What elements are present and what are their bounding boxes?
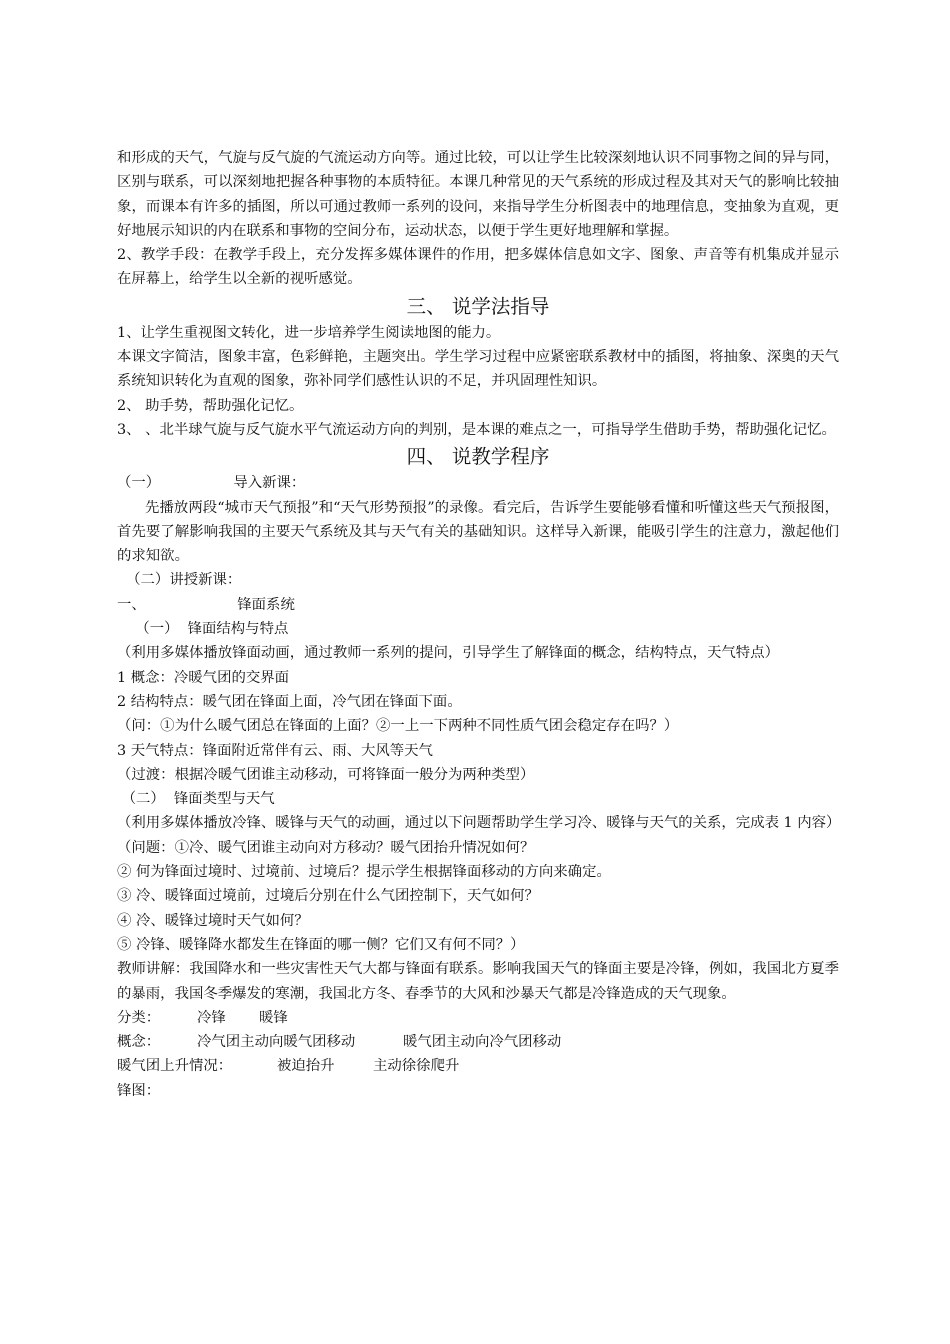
question-5: ⑤ 冷锋、暖锋降水都发生在锋面的哪一侧？它们又有何不同？） bbox=[117, 936, 525, 953]
method-item-3: 3、 、北半球气旋与反气旋水平气流运动方向的判别，是本课的难点之一，可指导学生借助手势，帮助强化记忆。 bbox=[117, 421, 836, 438]
subsection-2-title: （二） 锋面类型与天气 bbox=[117, 791, 275, 808]
subsection-2-note: （利用多媒体播放冷锋、暖锋与天气的动画，通过以下问题帮助学生学习冷、暖锋与天气的关系，完成表 1 内容） bbox=[117, 815, 841, 832]
front-concept-row bbox=[117, 1030, 839, 1054]
intro-paragraph: 和形成的天气，气旋与反气旋的气流运动方向等。通过比较，可以让学生比较深刻地认识不同事物之间的异与同，区别与联系，可以深刻地把握各种事物的本质特征。本课几种常见的天气系统的形成过程及其对天气的影响比较抽象，而课本有许多的插图，所以可通过教师一系列的设问，来指导学生分析图表中的地理信息，变抽象为直观，更好地展示知识的内在联系和事物的空间分布，运动状态，以便于学生更好地理解和掌握。 bbox=[117, 150, 839, 239]
warm-front-concept: 暖气团主动向冷气团移动 bbox=[403, 1034, 562, 1051]
lift-label: 暖气团上升情况： bbox=[117, 1058, 233, 1075]
concept-label: 概念： bbox=[117, 1034, 161, 1051]
subsection-1-title: （一） 锋面结构与特点 bbox=[117, 621, 289, 638]
type-label: 分类： bbox=[117, 1009, 161, 1026]
warm-front-label: 暖锋 bbox=[259, 1009, 288, 1026]
section-4-heading: 四、 说教学程序 bbox=[406, 445, 550, 469]
method-item-1: 1、让学生重视图文转化，进一步培养学生阅读地图的能力。 bbox=[117, 324, 501, 341]
question-2: ② 何为锋面过境时、过境前、过境后？提示学生根据锋面移动的方向来确定。 bbox=[117, 864, 611, 881]
teacher-explanation: 教师讲解：我国降水和一些灾害性天气大都与锋面有联系。影响我国天气的锋面主要是冷锋，例如，我国北方夏季的暴雨，我国冬季爆发的寒潮，我国北方冬、春季节的大风和沙暴天气都是冷锋造成的天气现象。 bbox=[117, 961, 839, 1002]
cold-front-concept: 冷气团主动向暖气团移动 bbox=[197, 1034, 356, 1051]
cold-front-lift: 被迫抬升 bbox=[277, 1058, 335, 1075]
question-3: ③ 冷、暖锋面过境前，过境后分别在什么气团控制下，天气如何？ bbox=[117, 888, 539, 905]
step-1-title: （一） 导入新课： bbox=[117, 475, 306, 492]
front-diagram-label: 锋图： bbox=[117, 1082, 161, 1099]
front-type-row bbox=[117, 1006, 839, 1030]
question-4: ④ 冷、暖锋过境时天气如何？ bbox=[117, 912, 309, 929]
step-2-title: （二）讲授新课： bbox=[117, 572, 242, 589]
subsection-1-note: （利用多媒体播放锋面动画，通过教师一系列的提问，引导学生了解锋面的概念，结构特点，天气特点） bbox=[117, 645, 779, 662]
section-3-heading: 三、 说学法指导 bbox=[406, 294, 550, 318]
concept-line: 1 概念：冷暖气团的交界面 bbox=[117, 669, 290, 686]
structure-line: 2 结构特点：暖气团在锋面上面，冷气团在锋面下面。 bbox=[117, 693, 462, 710]
transition-line: （过渡：根据冷暖气团谁主动移动，可将锋面一般分为两种类型） bbox=[117, 766, 535, 783]
step-1-detail: 先播放两段“城市天气预报”和“天气形势预报”的录像。看完后，告诉学生要能够看懂和听懂这些天气预报图，首先要了解影响我国的主要天气系统及其与天气有关的基础知识。这样导入新课，能吸引学生的注意力，激起他们的求知欲。 bbox=[117, 499, 839, 565]
question-line: （问：①为什么暖气团总在锋面的上面？②一上一下两种不同性质气团会稳定存在吗？） bbox=[117, 718, 679, 735]
method-item-2: 2、 助手势，帮助强化记忆。 bbox=[117, 397, 304, 414]
warm-front-lift: 主动徐徐爬升 bbox=[373, 1058, 460, 1075]
teaching-means-paragraph: 2、教学手段：在教学手段上，充分发挥多媒体课件的作用，把多媒体信息如文字、图象、声音等有机集成并显示在屏幕上，给学生以全新的视听感觉。 bbox=[117, 247, 839, 288]
front-lift-row bbox=[117, 1054, 839, 1078]
document-body bbox=[117, 146, 839, 1103]
part-1-title: 一、 锋面系统 bbox=[117, 596, 295, 613]
weather-line: 3 天气特点：锋面附近常伴有云、雨、大风等天气 bbox=[117, 742, 433, 759]
method-item-1-detail: 本课文字简洁，图象丰富，色彩鲜艳，主题突出。学生学习过程中应紧密联系教材中的插图，将抽象、深奥的天气系统知识转化为直观的图象，弥补同学们感性认识的不足，并巩固理性知识。 bbox=[117, 349, 839, 390]
cold-front-label: 冷锋 bbox=[197, 1009, 226, 1026]
question-1: （问题：①冷、暖气团谁主动向对方移动？暖气团抬升情况如何？ bbox=[117, 839, 535, 856]
